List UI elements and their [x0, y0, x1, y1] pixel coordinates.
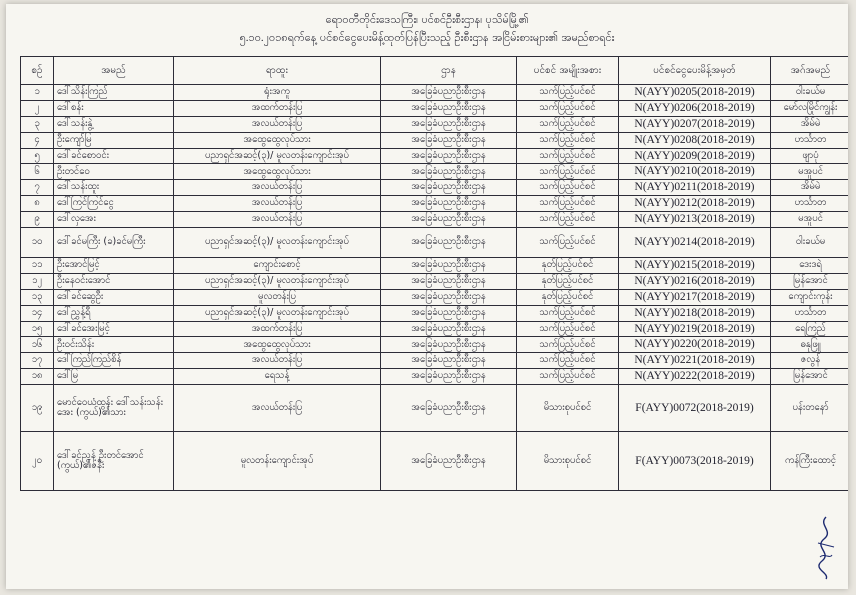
cell-no: ၁၉	[21, 385, 54, 432]
cell-name: ဒေါ်လှအေး	[54, 212, 174, 228]
cell-rank: အလယ်တန်းပြ	[174, 212, 381, 228]
cell-rank: ပညာရှင်အဆင့်(၃)/ မူလတန်းကျောင်းအုပ်	[174, 273, 381, 289]
cell-rank: ရုံးအကူ	[174, 85, 381, 101]
cell-pension-type: သက်ပြည့်ပင်စင်	[517, 228, 619, 258]
cell-pension-type: နုတ်ပြည့်ပင်စင်	[517, 258, 619, 274]
cell-name: ဒေါ်စန်း	[54, 100, 174, 116]
cell-no: ၂	[21, 100, 54, 116]
cell-name: ဒေါ်သိန်းကြည်	[54, 85, 174, 101]
cell-township: မော်လမြိုင်ကျွန်း	[771, 100, 849, 116]
cell-order-number: F(AYY)0072(2018-2019)	[619, 385, 771, 432]
table-row	[21, 116, 849, 132]
cell-rank: မူလတန်းကျောင်းအုပ်	[174, 432, 381, 491]
cell-department: အခြေခံပညာဦးစီးဌာန	[381, 228, 517, 258]
handwritten-signature	[812, 513, 840, 583]
cell-department: အခြေခံပညာဦးစီးဌာန	[381, 148, 517, 164]
cell-township: ပန်းတနော်	[771, 385, 849, 432]
header-pension-type: ပင်စင် အမျိုးအစား	[517, 57, 619, 85]
cell-township: ဟင်္သာတ	[771, 305, 849, 321]
cell-pension-type: သက်ပြည့်ပင်စင်	[517, 353, 619, 369]
cell-department: အခြေခံပညာဦးစီးဌာန	[381, 164, 517, 180]
cell-pension-type: သက်ပြည့်ပင်စင်	[517, 180, 619, 196]
cell-pension-type: သက်ပြည့်ပင်စင်	[517, 85, 619, 101]
cell-department: အခြေခံပညာဦးစီးဌာန	[381, 353, 517, 369]
cell-no: ၂၀	[21, 432, 54, 491]
cell-rank: ပညာရှင်အဆင့်(၃)/ မူလတန်းကျောင်းအုပ်	[174, 305, 381, 321]
cell-order-number: N(AYY)0205(2018-2019)	[619, 85, 771, 101]
header-township: အဂ်အမည်	[771, 57, 849, 85]
cell-pension-type: နုတ်ပြည့်ပင်စင်	[517, 273, 619, 289]
table-row	[21, 212, 849, 228]
cell-township: ဖျာပုံ	[771, 148, 849, 164]
cell-township: မြန်အောင်	[771, 369, 849, 385]
cell-pension-type: သက်ပြည့်ပင်စင်	[517, 148, 619, 164]
cell-township: ဟင်္သာတ	[771, 196, 849, 212]
cell-name: ဦးနေဝင်းအောင်	[54, 273, 174, 289]
cell-no: ၆	[21, 164, 54, 180]
cell-pension-type: နုတ်ပြည့်ပင်စင်	[517, 289, 619, 305]
cell-rank: အလယ်တန်းပြ	[174, 353, 381, 369]
cell-no: ၇	[21, 180, 54, 196]
cell-department: အခြေခံပညာဦးစီးဌာန	[381, 369, 517, 385]
cell-order-number: N(AYY)0213(2018-2019)	[619, 212, 771, 228]
table-body	[21, 85, 849, 491]
cell-department: အခြေခံပညာဦးစီးဌာန	[381, 385, 517, 432]
table-row	[21, 180, 849, 196]
cell-no: ၁၅	[21, 321, 54, 337]
cell-department: အခြေခံပညာဦးစီးဌာန	[381, 100, 517, 116]
cell-order-number: N(AYY)0211(2018-2019)	[619, 180, 771, 196]
cell-name: ဦးအောင်မြင့်	[54, 258, 174, 274]
header-department: ဌာန	[381, 57, 517, 85]
cell-order-number: N(AYY)0219(2018-2019)	[619, 321, 771, 337]
cell-pension-type: မိသားစုပင်စင်	[517, 432, 619, 491]
cell-name: ဒေါ်ခင်ညွန့် ဦးတင်အောင် (ကွယ်)၏ဇနီး	[54, 432, 174, 491]
cell-township: အိမ်မဲ	[771, 180, 849, 196]
subtitle-text: ရက်နေ့ ပင်စင်ငွေပေးမိန့်ထုတ်ပြန်ပြီးသည့် ဦးစီးဌာန အငြိမ်းစားများ၏ အမည်စာရင်း	[287, 31, 615, 44]
subtitle-date: ၅.၁၀.၂၀၁၈	[239, 32, 288, 44]
cell-rank: အထက်တန်းပြ	[174, 321, 381, 337]
cell-order-number: N(AYY)0207(2018-2019)	[619, 116, 771, 132]
table-row	[21, 305, 849, 321]
table-row	[21, 196, 849, 212]
cell-name: ဒေါ်မြ	[54, 369, 174, 385]
cell-no: ၉	[21, 212, 54, 228]
cell-township: ဒေးဒရဲ	[771, 258, 849, 274]
table-row	[21, 228, 849, 258]
document-title: ရောဝတီတိုင်းဒေသကြီး၊ ပင်စင်ဦးစီးဌာန၊ ပုသိမ်မြို့၏	[325, 13, 529, 26]
table-row	[21, 321, 849, 337]
table-row	[21, 100, 849, 116]
cell-pension-type: သက်ပြည့်ပင်စင်	[517, 116, 619, 132]
cell-order-number: N(AYY)0214(2018-2019)	[619, 228, 771, 258]
table-row	[21, 132, 849, 148]
cell-township: မြန်အောင်	[771, 273, 849, 289]
cell-rank: ကျောင်းစောင့်	[174, 258, 381, 274]
cell-township: မအူပင်	[771, 164, 849, 180]
cell-order-number: N(AYY)0217(2018-2019)	[619, 289, 771, 305]
cell-order-number: N(AYY)0218(2018-2019)	[619, 305, 771, 321]
cell-name: ဒေါ်ခင်စောဝင်း	[54, 148, 174, 164]
cell-rank: အလယ်တန်းပြ	[174, 180, 381, 196]
cell-order-number: N(AYY)0210(2018-2019)	[619, 164, 771, 180]
cell-rank: အလယ်တန်းပြ	[174, 385, 381, 432]
cell-pension-type: သက်ပြည့်ပင်စင်	[517, 321, 619, 337]
cell-department: အခြေခံပညာဦးစီးဌာန	[381, 273, 517, 289]
table-row	[21, 164, 849, 180]
cell-name: ဒေါ်ခင်ဆွေဦး	[54, 289, 174, 305]
cell-township: ဝါးခယ်မ	[771, 228, 849, 258]
cell-no: ၅	[21, 148, 54, 164]
table-header-row	[21, 57, 849, 85]
table-row	[21, 85, 849, 101]
document-page	[6, 4, 848, 589]
cell-pension-type: သက်ပြည့်ပင်စင်	[517, 100, 619, 116]
cell-department: အခြေခံပညာဦးစီးဌာန	[381, 289, 517, 305]
cell-name: ဒေါ်သန်းနွဲ့	[54, 116, 174, 132]
header-rank: ရာထူး	[174, 57, 381, 85]
cell-name: ဦးကျော်မြ	[54, 132, 174, 148]
cell-department: အခြေခံပညာဦးစီးဌာန	[381, 305, 517, 321]
cell-township: ကန်ကြီးထောင့်	[771, 432, 849, 491]
cell-department: အခြေခံပညာဦးစီးဌာန	[381, 337, 517, 353]
cell-pension-type: သက်ပြည့်ပင်စင်	[517, 196, 619, 212]
cell-township: ဝါးခယ်မ	[771, 85, 849, 101]
cell-pension-type: သက်ပြည့်ပင်စင်	[517, 164, 619, 180]
cell-pension-type: သက်ပြည့်ပင်စင်	[517, 132, 619, 148]
table-row	[21, 148, 849, 164]
cell-no: ၁၂	[21, 273, 54, 289]
cell-department: အခြေခံပညာဦးစီးဌာန	[381, 212, 517, 228]
cell-rank: အလယ်တန်းပြ	[174, 196, 381, 212]
header-order-number: ပင်စင်ငွေပေးမိန့်အမှတ်	[619, 57, 771, 85]
cell-name: ဦးတင်ဝေ	[54, 164, 174, 180]
cell-no: ၁၄	[21, 305, 54, 321]
cell-township: အိမ်မဲ	[771, 116, 849, 132]
cell-rank: ပညာရှင်အဆင့်(၃)/ မူလတန်းကျောင်းအုပ်	[174, 148, 381, 164]
cell-no: ၁၈	[21, 369, 54, 385]
cell-name: ဒေါ်ကြည်ကြည်စိန်	[54, 353, 174, 369]
table-row	[21, 273, 849, 289]
cell-no: ၁	[21, 85, 54, 101]
cell-rank: အထွေထွေလုပ်သား	[174, 132, 381, 148]
cell-order-number: F(AYY)0073(2018-2019)	[619, 432, 771, 491]
cell-rank: ပညာရှင်အဆင့်(၃)/ မူလတန်းကျောင်းအုပ်	[174, 228, 381, 258]
cell-order-number: N(AYY)0209(2018-2019)	[619, 148, 771, 164]
pension-roster-table	[20, 56, 848, 491]
cell-department: အခြေခံပညာဦးစီးဌာန	[381, 321, 517, 337]
cell-no: ၁၇	[21, 353, 54, 369]
cell-order-number: N(AYY)0208(2018-2019)	[619, 132, 771, 148]
cell-pension-type: သက်ပြည့်ပင်စင်	[517, 305, 619, 321]
cell-rank: အလယ်တန်းပြ	[174, 116, 381, 132]
cell-no: ၈	[21, 196, 54, 212]
cell-rank: အထွေထွေလုပ်သား	[174, 164, 381, 180]
cell-pension-type: မိသားစုပင်စင်	[517, 385, 619, 432]
cell-pension-type: သက်ပြည့်ပင်စင်	[517, 212, 619, 228]
cell-order-number: N(AYY)0215(2018-2019)	[619, 258, 771, 274]
cell-no: ၁၆	[21, 337, 54, 353]
table-row	[21, 258, 849, 274]
cell-pension-type: သက်ပြည့်ပင်စင်	[517, 369, 619, 385]
cell-no: ၁၃	[21, 289, 54, 305]
cell-name: မောင်ဝေယံထွန်း ဒေါ်သန်းသန်းအေး (ကွယ်)၏သား	[54, 385, 174, 432]
cell-department: အခြေခံပညာဦးစီးဌာန	[381, 180, 517, 196]
cell-department: အခြေခံပညာဦးစီးဌာန	[381, 85, 517, 101]
table-row	[21, 337, 849, 353]
table-row	[21, 385, 849, 432]
cell-rank: အထက်တန်းပြ	[174, 100, 381, 116]
table-row	[21, 432, 849, 491]
document-subtitle	[6, 31, 848, 47]
cell-order-number: N(AYY)0216(2018-2019)	[619, 273, 771, 289]
cell-township: ကျောင်းကုန်း	[771, 289, 849, 305]
cell-township: မအူပင်	[771, 212, 849, 228]
cell-name: ဒေါ်ခင်မကြီး (ခ)ခင်မကြီး	[54, 228, 174, 258]
cell-rank: ရေသန့်	[174, 369, 381, 385]
cell-order-number: N(AYY)0220(2018-2019)	[619, 337, 771, 353]
cell-department: အခြေခံပညာဦးစီးဌာန	[381, 432, 517, 491]
cell-no: ၁၀	[21, 228, 54, 258]
header-no: စဉ်	[21, 57, 54, 85]
cell-name: ဒေါ်သန်းထူး	[54, 180, 174, 196]
cell-order-number: N(AYY)0212(2018-2019)	[619, 196, 771, 212]
cell-township: ဟင်္သာတ	[771, 132, 849, 148]
table-row	[21, 289, 849, 305]
cell-pension-type: သက်ပြည့်ပင်စင်	[517, 337, 619, 353]
cell-no: ၃	[21, 116, 54, 132]
cell-no: ၄	[21, 132, 54, 148]
table-row	[21, 353, 849, 369]
cell-township: ဓနုဖြူ	[771, 337, 849, 353]
cell-order-number: N(AYY)0221(2018-2019)	[619, 353, 771, 369]
cell-department: အခြေခံပညာဦးစီးဌာန	[381, 116, 517, 132]
cell-township: ဇလွန်	[771, 353, 849, 369]
cell-rank: အထွေထွေလုပ်သား	[174, 337, 381, 353]
cell-no: ၁၁	[21, 258, 54, 274]
cell-rank: မူလတန်းပြ	[174, 289, 381, 305]
cell-department: အခြေခံပညာဦးစီးဌာန	[381, 258, 517, 274]
cell-order-number: N(AYY)0206(2018-2019)	[619, 100, 771, 116]
cell-name: ဦးဝင်းသိန်း	[54, 337, 174, 353]
cell-department: အခြေခံပညာဦးစီးဌာန	[381, 132, 517, 148]
header-name: အမည်	[54, 57, 174, 85]
table-row	[21, 369, 849, 385]
cell-name: ဒေါ်ညွှန့်ရီ	[54, 305, 174, 321]
cell-township: ရေကြည်	[771, 321, 849, 337]
cell-order-number: N(AYY)0222(2018-2019)	[619, 369, 771, 385]
cell-name: ဒေါ်ခင်အေးမြင့်	[54, 321, 174, 337]
cell-department: အခြေခံပညာဦးစီးဌာန	[381, 196, 517, 212]
cell-name: ဒေါ်ကြင်ကြင်ငွေ	[54, 196, 174, 212]
